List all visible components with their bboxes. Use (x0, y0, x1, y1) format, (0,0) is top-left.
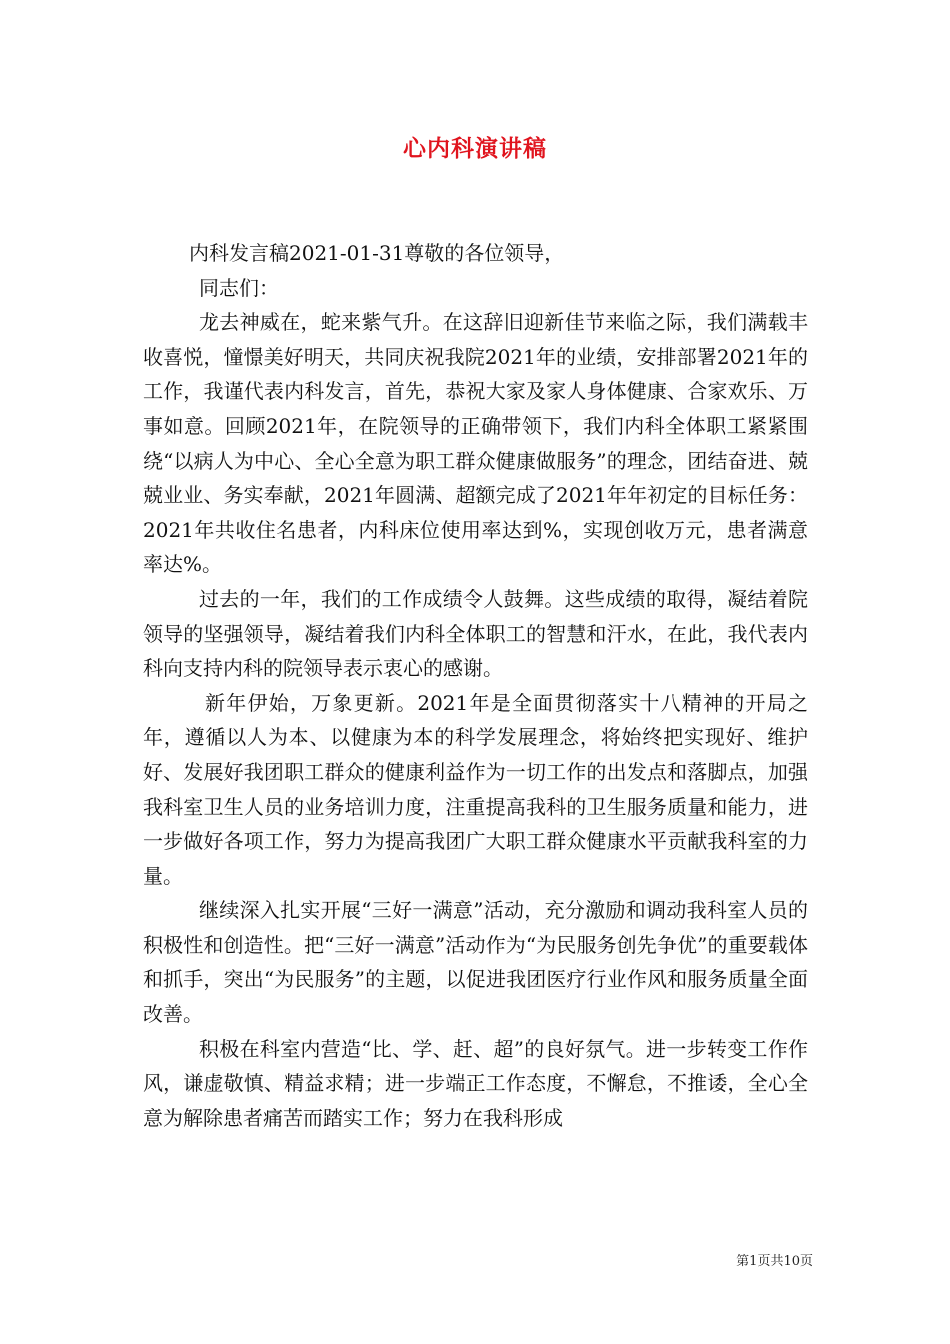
document-body (143, 236, 808, 1135)
document-title: 心内科演讲稿 (403, 135, 547, 162)
page-number: 第1页共10页 (736, 1254, 813, 1269)
greeting-line: 同志们： (199, 275, 279, 300)
paragraph: 过去的一年，我们的工作成绩令人鼓舞。这些成绩的取得，凝结着院领导的坚强领导，凝结着我们内科全体职工的智慧和汗水，在此，我代表内科向支持内科的院领导表示衷心的感谢。 (143, 586, 808, 681)
paragraph: 继续深入扎实开展“三好一满意”活动，充分激励和调动我科室人员的积极性和创造性。把“三好一满意”活动作为“为民服务创先争优”的重要载体和抓手，突出“为民服务”的主题，以促进我团医疗行业作风和服务质量全面改善。 (143, 898, 808, 1027)
paragraph: 积极在科室内营造“比、学、赶、超”的良好氛气。进一步转变工作作风，谦虚敬慎、精益求精；进一步端正工作态度，不懈怠，不推诿，全心全意为解除患者痛苦而踏实工作；努力在我科形成 (143, 1036, 808, 1130)
paragraph: 新年伊始，万象更新。2021年是全面贯彻落实十八精神的开局之年，遵循以人为本、以健康为本的科学发展理念，将始终把实现好、维护好、发展好我团职工群众的健康利益作为一切工作的出发点和落脚点，加强我科室卫生人员的业务培训力度，注重提高我科的卫生服务质量和能力，进一步做好各项工作，努力为提高我团广大职工群众健康水平贡献我科室的力量。 (143, 690, 808, 888)
paragraph: 龙去神威在，蛇来紫气升。在这辞旧迎新佳节来临之际，我们满载丰收喜悦，憧憬美好明天，共同庆祝我院2021年的业绩，安排部署2021年的工作，我谨代表内科发言，首先，恭祝大家及家人身体健康、合家欢乐、万事如意。回顾2021年，在院领导的正确带领下，我们内科全体职工紧紧围绕“以病人为中心、全心全意为职工群众健康做服务”的理念，团结奋进、兢兢业业、务实奉献，2021年圆满、超额完成了2021年年初定的目标任务：2021年共收住名患者，内科床位使用率达到%，实现创收万元，患者满意率达%。 (143, 310, 808, 577)
intro-line: 内科发言稿2021-01-31尊敬的各位领导， (189, 241, 565, 265)
